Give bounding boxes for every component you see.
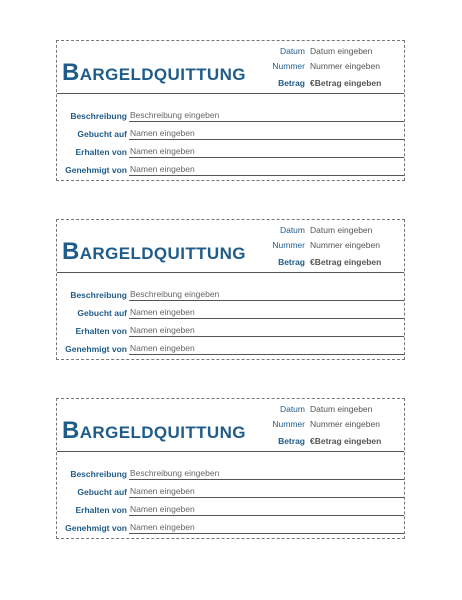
number-field[interactable]: Nummer eingeben [310, 418, 380, 429]
description-field[interactable]: Beschreibung eingeben [129, 289, 404, 301]
approved-by-label: Genehmigt von [65, 523, 127, 533]
date-label: Datum [279, 404, 305, 415]
received-by-field[interactable]: Namen eingeben [129, 325, 404, 337]
booked-by-label: Gebucht auf [77, 308, 127, 318]
approved-by-row [57, 516, 404, 534]
description-label: Beschreibung [70, 111, 127, 121]
approved-by-field[interactable]: Namen eingeben [129, 164, 404, 176]
date-field[interactable]: Datum eingeben [310, 404, 373, 415]
received-by-label: Erhalten von [75, 147, 127, 157]
booked-by-row [57, 480, 404, 498]
number-label: Nummer [272, 239, 305, 250]
header-divider [57, 451, 404, 452]
booked-by-field[interactable]: Namen eingeben [129, 486, 404, 498]
received-by-row [57, 498, 404, 516]
date-label: Datum [279, 225, 305, 236]
approved-by-row [57, 158, 404, 176]
receipt-meta [270, 223, 400, 270]
amount-field[interactable]: €Betrag eingeben [310, 78, 382, 89]
receipt-title: BARGELDQUITTUNG [62, 238, 246, 265]
received-by-label: Erhalten von [75, 326, 127, 336]
receipt-meta [270, 402, 400, 449]
description-row [57, 104, 404, 122]
date-field[interactable]: Datum eingeben [310, 225, 373, 236]
amount-label: Betrag [278, 436, 305, 447]
description-label: Beschreibung [70, 469, 127, 479]
date-row [270, 223, 400, 238]
amount-field[interactable]: €Betrag eingeben [310, 436, 382, 447]
amount-row [270, 76, 400, 91]
received-by-row [57, 319, 404, 337]
date-row [270, 44, 400, 59]
date-row [270, 402, 400, 417]
description-row [57, 462, 404, 480]
approved-by-label: Genehmigt von [65, 165, 127, 175]
approved-by-label: Genehmigt von [65, 344, 127, 354]
header-divider [57, 93, 404, 94]
amount-row [270, 255, 400, 270]
amount-label: Betrag [278, 78, 305, 89]
booked-by-field[interactable]: Namen eingeben [129, 307, 404, 319]
received-by-row [57, 140, 404, 158]
receipt-title: BARGELDQUITTUNG [62, 417, 246, 444]
number-row [270, 417, 400, 432]
received-by-label: Erhalten von [75, 505, 127, 515]
booked-by-field[interactable]: Namen eingeben [129, 128, 404, 140]
approved-by-row [57, 337, 404, 355]
date-field[interactable]: Datum eingeben [310, 46, 373, 57]
booked-by-label: Gebucht auf [77, 129, 127, 139]
description-field[interactable]: Beschreibung eingeben [129, 468, 404, 480]
amount-field[interactable]: €Betrag eingeben [310, 257, 382, 268]
amount-row [270, 434, 400, 449]
number-label: Nummer [272, 418, 305, 429]
receipt-title: BARGELDQUITTUNG [62, 59, 246, 86]
approved-by-field[interactable]: Namen eingeben [129, 522, 404, 534]
description-label: Beschreibung [70, 290, 127, 300]
number-label: Nummer [272, 60, 305, 71]
received-by-field[interactable]: Namen eingeben [129, 504, 404, 516]
booked-by-label: Gebucht auf [77, 487, 127, 497]
number-field[interactable]: Nummer eingeben [310, 239, 380, 250]
description-row [57, 283, 404, 301]
amount-label: Betrag [278, 257, 305, 268]
cash-receipt [56, 398, 405, 539]
header-divider [57, 272, 404, 273]
cash-receipt [56, 219, 405, 360]
number-field[interactable]: Nummer eingeben [310, 60, 380, 71]
cash-receipt [56, 40, 405, 181]
description-field[interactable]: Beschreibung eingeben [129, 110, 404, 122]
approved-by-field[interactable]: Namen eingeben [129, 343, 404, 355]
booked-by-row [57, 301, 404, 319]
received-by-field[interactable]: Namen eingeben [129, 146, 404, 158]
number-row [270, 59, 400, 74]
receipt-meta [270, 44, 400, 91]
number-row [270, 238, 400, 253]
date-label: Datum [279, 46, 305, 57]
booked-by-row [57, 122, 404, 140]
